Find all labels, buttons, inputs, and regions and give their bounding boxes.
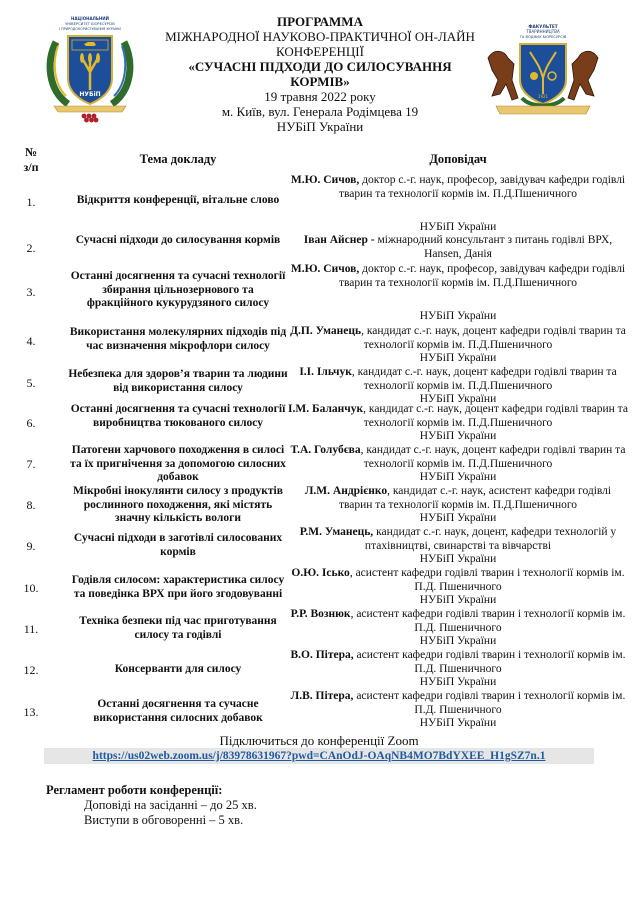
row-speaker (288, 608, 628, 635)
svg-text:НУБіП: НУБіП (79, 91, 101, 98)
speaker-name: Іван Айснер - (303, 234, 375, 246)
speaker-description: , асистент кафедри годівлі тварин і технології кормів ім. П.Д. Пшеничного (349, 567, 625, 593)
row-topic: Сучасні підходи в заготівлі силосованих кормів (73, 532, 283, 558)
conference-address: м. Київ, вул. Генерала Родімцева 19 (221, 104, 419, 119)
conference-title-line-1: «СУЧАСНІ ПІДХОДИ ДО СИЛОСУВАННЯ (188, 59, 452, 74)
row-number: 1. (26, 195, 36, 209)
row-number: 7. (26, 457, 36, 471)
row-speaker (288, 263, 628, 290)
svg-text:ТВАРИННИЦТВА: ТВАРИННИЦТВА (526, 29, 560, 34)
speaker-name: Т.А. Голубєва (290, 444, 361, 456)
speaker-name: М.Ю. Сичов, (290, 174, 360, 186)
row-number: 3. (26, 285, 36, 299)
speaker-affiliation: НУБіП України (419, 430, 497, 442)
rules-item: Доповіді на засіданні – до 25 хв. (84, 798, 257, 812)
row-speaker (288, 690, 628, 717)
column-header-number-abbr: з/п (23, 160, 39, 174)
row-topic: Відкриття конференції, вітальне слово (76, 194, 280, 206)
row-number: 6. (26, 416, 36, 430)
speaker-name: М.Ю. Сичов, (290, 263, 360, 275)
speaker-description: асистент кафедри годівлі тварин і технології кормів ім. П.Д. Пшеничного (353, 690, 626, 716)
row-number: 11. (23, 622, 39, 636)
row-topic: Годівля силосом: характеристика силосу та поведінка ВРХ при його згодовуванні (71, 574, 285, 600)
speaker-description: , асистент кафедри годівлі тварин і технології кормів ім. П.Д. Пшеничного (350, 608, 626, 634)
speaker-affiliation: НУБіП України (419, 310, 497, 322)
speaker-affiliation: НУБіП України (419, 717, 497, 729)
row-number: 12. (23, 663, 39, 677)
svg-text:1921: 1921 (537, 94, 549, 99)
speaker-name: Л.М. Андрієнко (304, 485, 388, 497)
conference-date: 19 травня 2022 року (264, 89, 376, 104)
row-topic: Сучасні підходи до силосування кормів (75, 234, 281, 246)
conference-type-line-1: МІЖНАРОДНОЇ НАУКОВО-ПРАКТИЧНОЇ ОН-ЛАЙН (165, 29, 475, 44)
speaker-name: І.М. Баланчук (288, 403, 364, 415)
speaker-description: , кандидат с.-г. наук, доцент кафедри годівлі тварин та технології кормів ім. П.Д.Пшеничного (363, 403, 628, 429)
conference-title-line-2: КОРМІВ» (290, 74, 350, 89)
speaker-name: Л.В. Пітера, (290, 690, 354, 702)
speaker-affiliation: НУБіП України (419, 594, 497, 606)
row-topic: Останні досягнення та сучасне використання силосних добавок (93, 698, 263, 724)
row-number: 8. (26, 498, 36, 512)
speaker-affiliation: НУБіП України (419, 221, 497, 233)
speaker-affiliation: НУБіП України (419, 393, 497, 405)
speaker-name: В.О. Пітера, (290, 649, 354, 661)
column-header-number-symbol: № (24, 145, 38, 159)
speaker-affiliation: НУБіП України (419, 352, 497, 364)
speaker-description: , кандидат с.-г. наук, доцент кафедри годівлі тварин та технології кормів ім. П.Д.Пшеничного (361, 325, 626, 351)
program-title: ПРОГРАММА (277, 14, 363, 29)
zoom-label: Підключиться до конференції Zoom (219, 733, 419, 748)
speaker-description: кандидат с.-г. наук, доцент, кафедри технологій у птахівництві, свинарстві та вівчарстві (364, 526, 617, 552)
row-number: 9. (26, 539, 36, 553)
speaker-description: доктор с.-г. наук, професор, завідувач кафедри годівлі тварин та технології кормів ім. П.Д.Пшеничного (338, 263, 626, 289)
speaker-affiliation: НУБіП України (419, 635, 497, 647)
svg-text:ФАКУЛЬТЕТ: ФАКУЛЬТЕТ (528, 24, 558, 29)
column-header-topic: Тема докладу (139, 152, 217, 166)
row-topic: Використання молекулярних підходів під час визначення мікрофлори силосу (69, 326, 287, 352)
row-number: 2. (26, 241, 36, 255)
speaker-affiliation: НУБіП України (419, 512, 497, 524)
row-topic: Небезпека для здоров’я тварин та людини від використання силосу (68, 368, 288, 394)
nubip-university-crest-icon (42, 12, 138, 124)
zoom-link[interactable]: https://us02web.zoom.us/j/83978631967?pwd=CAnOdJ-OAqNB4MO7BdYXEE_H1gSZ7n.1 (92, 750, 546, 762)
speaker-name: Д.П. Уманець (290, 325, 362, 337)
row-topic: Останні досягнення та сучасні технології збирання цільнозернового та фракційного кукурудзяного силосу (70, 270, 286, 309)
svg-text:ТА ВОДНИХ БІОРЕСУРСІВ: ТА ВОДНИХ БІОРЕСУРСІВ (519, 35, 567, 39)
row-speaker (288, 234, 628, 261)
row-topic: Патогени харчового походження в силосі та їх пригнічення за допомогою силосних добавок (70, 444, 286, 483)
row-topic: Техніка безпеки під час приготування силосу та годівлі (79, 615, 277, 641)
speaker-description: , кандидат с.-г. наук, доцент кафедри годівлі тварин та технології кормів ім. П.Д.Пшеничного (351, 366, 617, 392)
row-number: 5. (26, 376, 36, 390)
row-speaker (288, 567, 628, 594)
column-header-number (16, 145, 46, 175)
row-number: 4. (26, 334, 36, 348)
row-topic: Останні досягнення та сучасні технології виробництва тюкованого силосу (70, 403, 286, 429)
svg-text:І ПРИРОДОКОРИСТУВАННЯ УКРАЇНИ: І ПРИРОДОКОРИСТУВАННЯ УКРАЇНИ (59, 27, 121, 31)
svg-text:УНІВЕРСИТЕТ БІОРЕСУРСІВ: УНІВЕРСИТЕТ БІОРЕСУРСІВ (65, 22, 115, 26)
svg-text:НАЦІОНАЛЬНИЙ: НАЦІОНАЛЬНИЙ (71, 16, 109, 21)
speaker-description: доктор с.-г. наук, професор, завідувач кафедри годівлі тварин та технології кормів ім. П.Д.Пшеничного (338, 174, 626, 200)
row-speaker (288, 444, 628, 471)
speaker-description: міжнародний консультант з питань годівлі ВРХ, Hansen, Данія (374, 234, 613, 260)
speaker-name: О.Ю. Ісько (291, 567, 350, 579)
speaker-description: асистент кафедри годівлі тварин і технології кормів ім. П.Д. Пшеничного (353, 649, 626, 675)
rules-item: Виступи в обговоренні – 5 хв. (84, 813, 244, 827)
row-speaker (288, 366, 628, 393)
speaker-affiliation: НУБіП України (419, 471, 497, 483)
row-number: 13. (23, 705, 39, 719)
rules-title: Регламент роботи конференції: (46, 783, 223, 797)
speaker-name: Р.М. Уманець, (299, 526, 374, 538)
row-speaker (288, 174, 628, 201)
speaker-name: Р.Р. Вознюк (290, 608, 351, 620)
speaker-name: І.І. Ільчук (299, 366, 352, 378)
conference-type-line-2: КОНФЕРЕНЦІЇ (276, 44, 364, 59)
row-speaker (288, 403, 628, 430)
speaker-description: , кандидат с.-г. наук, доцент кафедри годівлі тварин та технології кормів ім. П.Д.Пшеничного (360, 444, 626, 470)
column-header-speaker: Доповідач (429, 152, 487, 166)
row-speaker (288, 649, 628, 676)
row-speaker (288, 526, 628, 553)
speaker-description: , кандидат с.-г. наук, асистент кафедри годівлі тварин та технології кормів ім. П.Д.Пшеничного (338, 485, 612, 511)
speaker-affiliation: НУБіП України (419, 676, 497, 688)
conference-institution: НУБіП України (276, 119, 364, 134)
row-topic: Консерванти для силосу (114, 663, 242, 675)
row-speaker (288, 485, 628, 512)
row-topic: Мікробні інокулянти силосу з продуктів рослинного походження, які містять значну кількість вологи (73, 485, 283, 524)
speaker-affiliation: НУБіП України (419, 553, 497, 565)
row-speaker (288, 325, 628, 352)
row-number: 10. (23, 581, 39, 595)
